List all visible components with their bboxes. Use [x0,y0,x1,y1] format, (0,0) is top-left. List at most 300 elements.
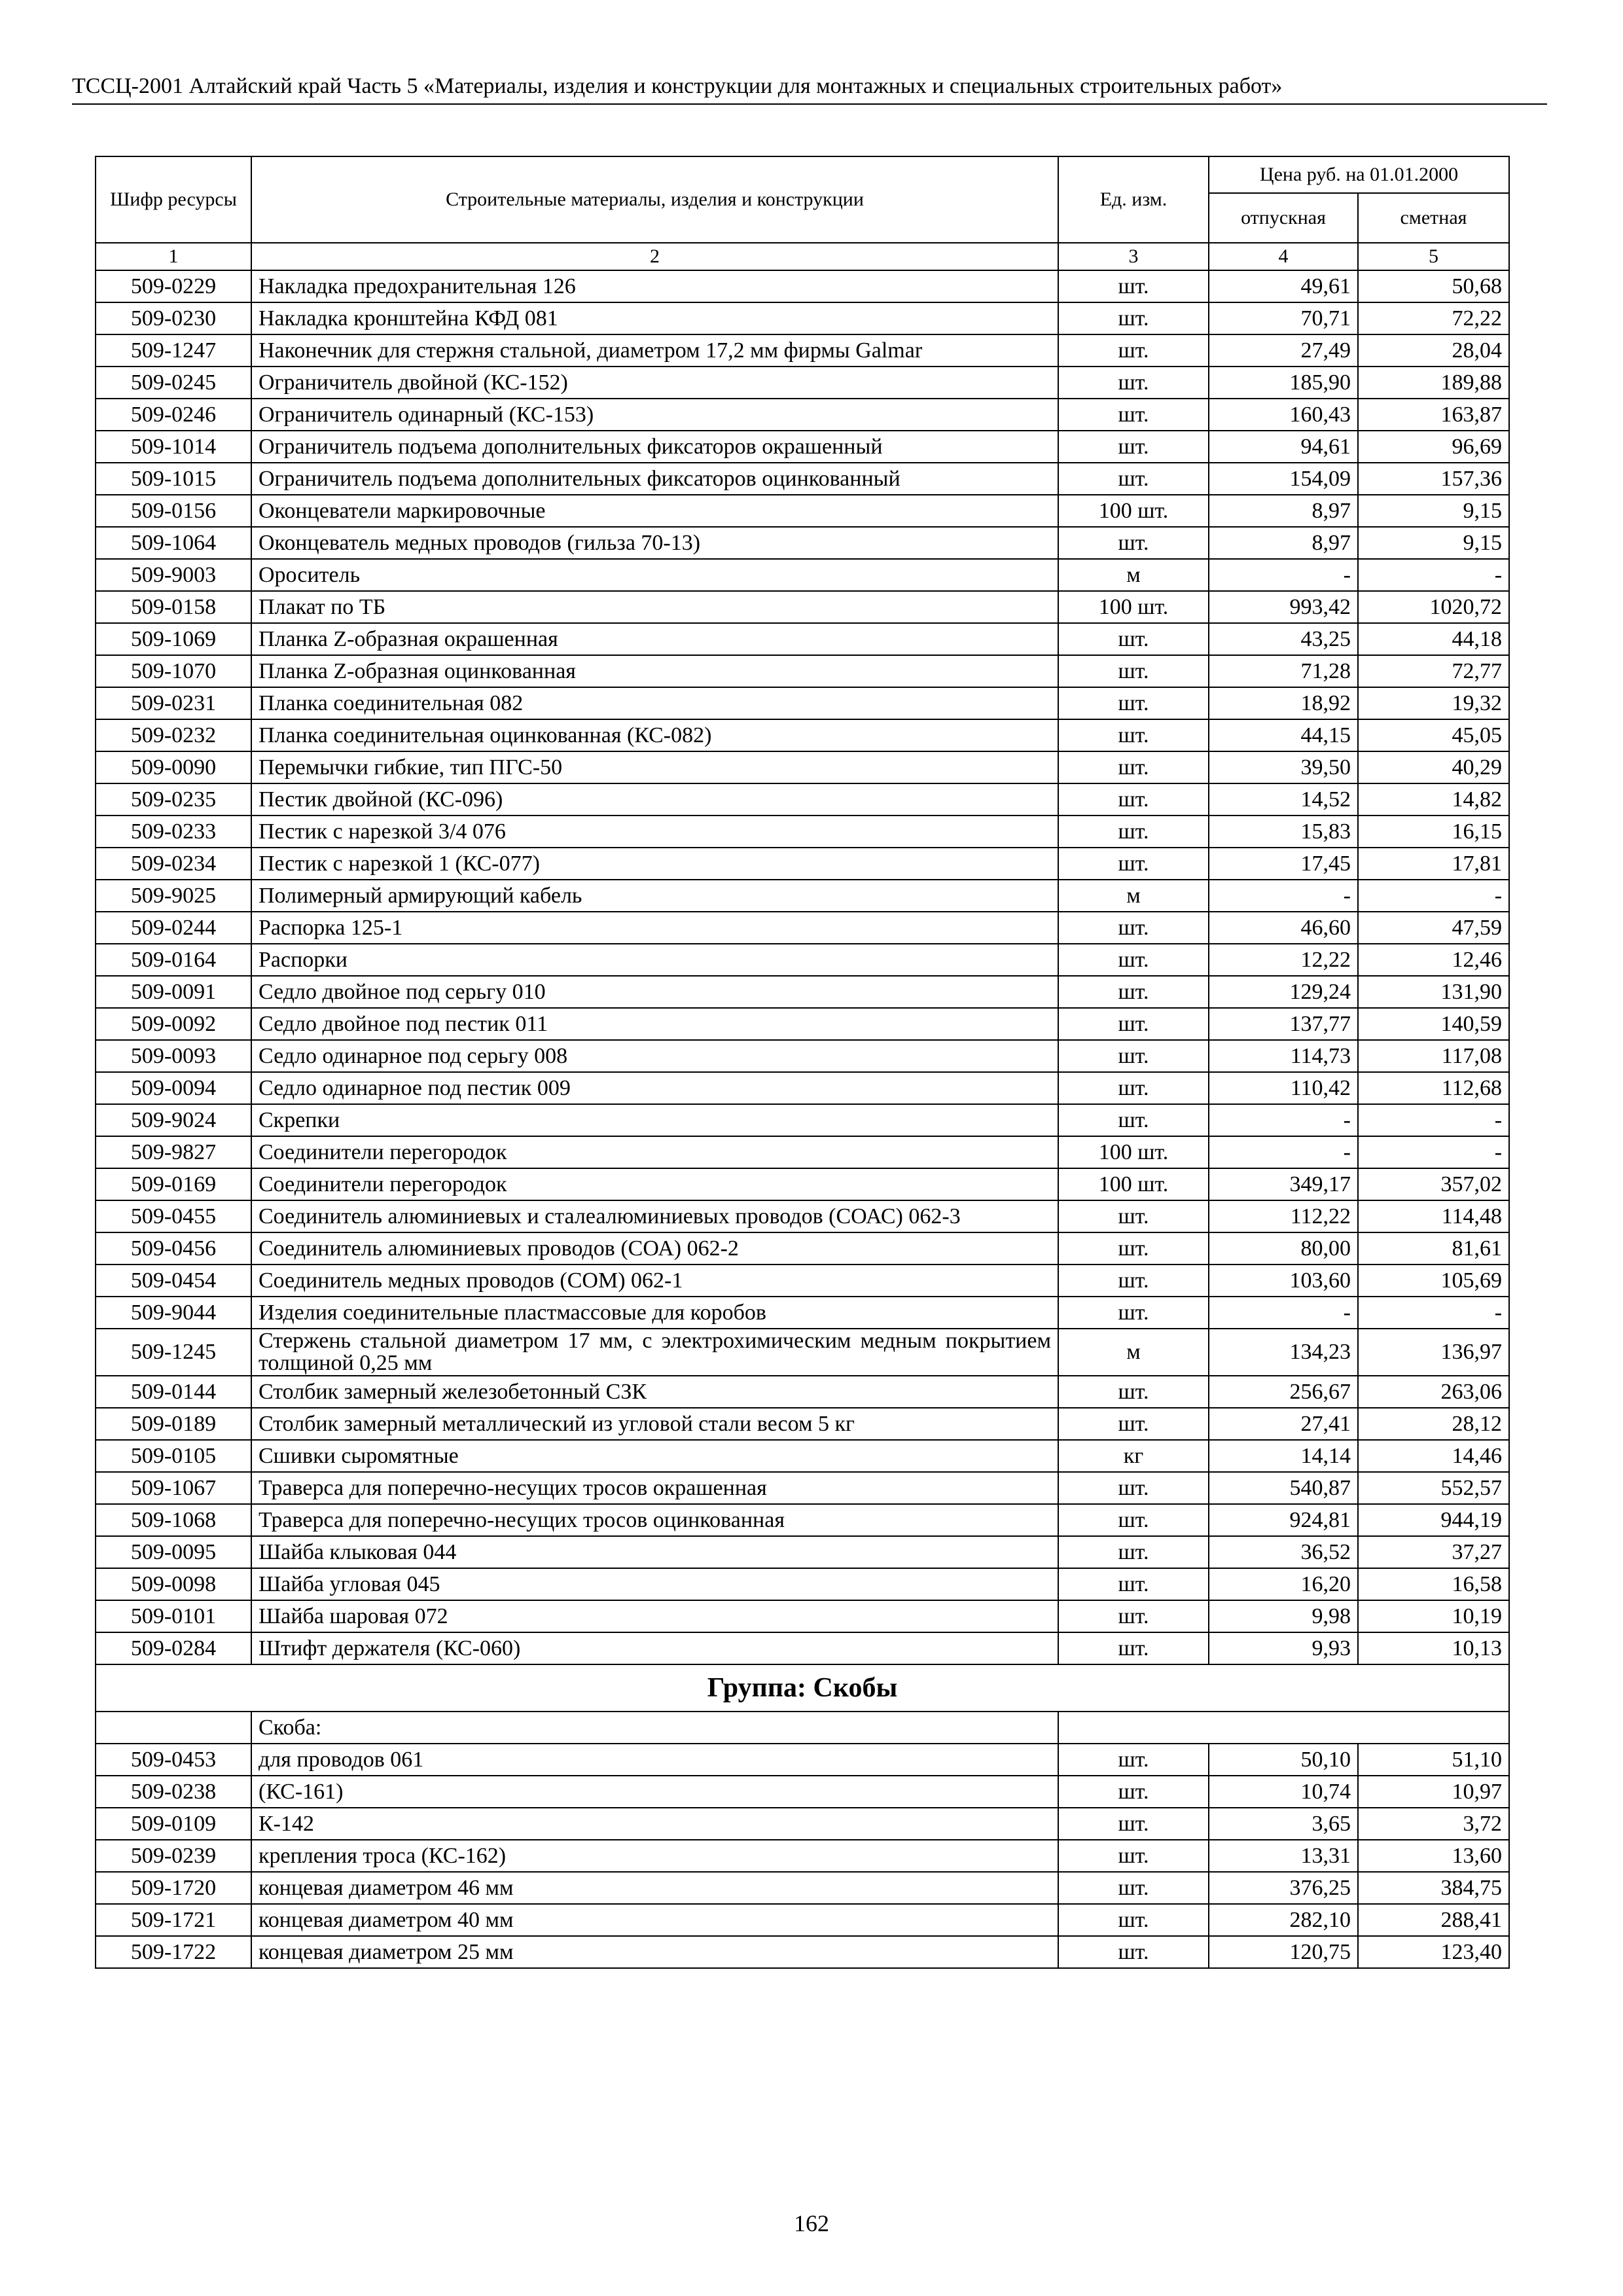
table-cell-code: 509-0244 [96,912,251,944]
table-row [96,1297,1509,1329]
table-cell-release-price: 36,52 [1209,1536,1358,1568]
table-cell-estimate-price: 112,68 [1358,1072,1509,1104]
table-row [96,1744,1509,1776]
table-row [96,495,1509,527]
table-cell-unit: шт. [1058,816,1209,848]
table-cell-release-price: - [1209,559,1358,591]
table-cell-unit: шт. [1058,912,1209,944]
table-cell-release-price: 129,24 [1209,976,1358,1008]
table-cell-unit: шт. [1058,1265,1209,1297]
table-cell-name: Перемычки гибкие, тип ПГС-50 [251,751,1058,783]
table-cell-name: Соединитель медных проводов (СОМ) 062-1 [251,1265,1058,1297]
table-cell-code: 509-0169 [96,1168,251,1200]
table-cell-unit: шт. [1058,1904,1209,1936]
table-row [96,1008,1509,1040]
table-cell-name: Ограничитель подъема дополнительных фиксаторов окрашенный [251,431,1058,463]
table-cell-name: Распорка 125-1 [251,912,1058,944]
table-cell-code: 509-0232 [96,719,251,751]
table-row [96,1936,1509,1968]
table-row [96,1872,1509,1904]
table-cell-release-price: - [1209,880,1358,912]
table-cell-code: 509-0239 [96,1840,251,1872]
table-cell-name: Столбик замерный металлический из угловой стали весом 5 кг [251,1408,1058,1440]
table-cell-code: 509-0090 [96,751,251,783]
table-cell-estimate-price: 10,97 [1358,1776,1509,1808]
table-cell-unit: шт. [1058,1008,1209,1040]
table-row [96,431,1509,463]
table-row [96,751,1509,783]
table-cell-name: Сшивки сыромятные [251,1440,1058,1472]
table-cell-estimate-price: - [1358,880,1509,912]
table-cell-estimate-price: 117,08 [1358,1040,1509,1072]
table-cell-estimate-price: 51,10 [1358,1744,1509,1776]
table-cell-unit: 100 шт. [1058,1168,1209,1200]
table-cell-code: 509-1070 [96,655,251,687]
table-cell-code: 509-0453 [96,1744,251,1776]
table-body [96,270,1509,1664]
table-cell-code: 509-1721 [96,1904,251,1936]
table-cell-estimate-price: 17,81 [1358,848,1509,880]
table-row [96,1632,1509,1664]
table-cell-name: Седло одинарное под пестик 009 [251,1072,1058,1104]
table-cell-release-price: 43,25 [1209,623,1358,655]
table-cell-name: Ороситель [251,559,1058,591]
table-cell-code: 509-0092 [96,1008,251,1040]
table-cell-unit: шт. [1058,944,1209,976]
table-cell-release-price: 154,09 [1209,463,1358,495]
table-cell-name: К-142 [251,1808,1058,1840]
table-cell-code [96,1712,251,1744]
col-header-price-group: Цена руб. на 01.01.2000 [1209,156,1509,193]
table-cell-release-price: 924,81 [1209,1504,1358,1536]
table-cell-code: 509-0189 [96,1408,251,1440]
table-cell-estimate-price: - [1358,1104,1509,1136]
table-cell-release-price: 103,60 [1209,1265,1358,1297]
table-cell-unit: 100 шт. [1058,495,1209,527]
table-cell-release-price: 14,52 [1209,783,1358,816]
table-cell-estimate-price: 9,15 [1358,495,1509,527]
table-cell-release-price: 110,42 [1209,1072,1358,1104]
page-header: ТССЦ-2001 Алтайский край Часть 5 «Материалы, изделия и конструкции для монтажных и специальных строительных работ» [72,73,1547,105]
table-cell-unit: шт. [1058,1472,1209,1504]
table-cell-code: 509-1015 [96,463,251,495]
table-cell-unit: шт. [1058,783,1209,816]
table-cell-release-price: 27,49 [1209,334,1358,367]
table-cell-code: 509-0233 [96,816,251,848]
table-row [96,334,1509,367]
table-cell-estimate-price: 140,59 [1358,1008,1509,1040]
table-cell-code: 509-0156 [96,495,251,527]
table-cell-estimate-price: 10,13 [1358,1632,1509,1664]
table-row [96,687,1509,719]
table-cell-code: 509-0091 [96,976,251,1008]
table-cell-name: Седло одинарное под серьгу 008 [251,1040,1058,1072]
table-row [96,1072,1509,1104]
col-header-release-price: отпускная [1209,193,1358,243]
col-header-unit: Ед. изм. [1058,156,1209,243]
table-row [96,591,1509,623]
table-cell-estimate-price: 263,06 [1358,1376,1509,1408]
table-cell-unit: шт. [1058,687,1209,719]
table-cell-unit: шт. [1058,1808,1209,1840]
table-cell-name: Изделия соединительные пластмассовые для коробов [251,1297,1058,1329]
table-cell-release-price: 10,74 [1209,1776,1358,1808]
table-row [96,912,1509,944]
table-cell-empty [1058,1712,1509,1744]
table-cell-release-price: - [1209,1297,1358,1329]
table-cell-estimate-price: - [1358,559,1509,591]
table-row [96,1776,1509,1808]
table-row [96,783,1509,816]
table-cell-estimate-price: 47,59 [1358,912,1509,944]
table-cell-release-price: 137,77 [1209,1008,1358,1040]
table-cell-name: (КС-161) [251,1776,1058,1808]
table-cell-release-price: 160,43 [1209,399,1358,431]
table-cell-unit: кг [1058,1440,1209,1472]
table-cell-release-price: 376,25 [1209,1872,1358,1904]
table-cell-estimate-price: - [1358,1297,1509,1329]
table-cell-estimate-price: - [1358,1136,1509,1168]
table-cell-code: 509-0229 [96,270,251,302]
table-cell-code: 509-0144 [96,1376,251,1408]
group-title: Группа: Скобы [96,1664,1509,1712]
table-cell-unit: шт. [1058,1072,1209,1104]
table-cell-name: Траверса для поперечно-несущих тросов оцинкованная [251,1504,1058,1536]
table-cell-code: 509-1067 [96,1472,251,1504]
table-cell-code: 509-0109 [96,1808,251,1840]
table-cell-release-price: 27,41 [1209,1408,1358,1440]
table-cell-estimate-price: 944,19 [1358,1504,1509,1536]
table-cell-release-price: 13,31 [1209,1840,1358,1872]
table-cell-code: 509-9827 [96,1136,251,1168]
table-cell-name: Шайба угловая 045 [251,1568,1058,1600]
table-cell-unit: шт. [1058,1200,1209,1232]
table-cell-estimate-price: 189,88 [1358,367,1509,399]
table-cell-code: 509-0235 [96,783,251,816]
table-cell-name: Траверса для поперечно-несущих тросов окрашенная [251,1472,1058,1504]
table-cell-name: Штифт держателя (КС-060) [251,1632,1058,1664]
table-cell-unit: шт. [1058,1776,1209,1808]
table-cell-name: Накладка предохранительная 126 [251,270,1058,302]
table-row [96,399,1509,431]
table-cell-estimate-price: 28,04 [1358,334,1509,367]
table-cell-name: Седло двойное под пестик 011 [251,1008,1058,1040]
table-cell-unit: шт. [1058,719,1209,751]
table-cell-unit: шт. [1058,751,1209,783]
table-cell-name: Шайба клыковая 044 [251,1536,1058,1568]
table-cell-estimate-price: 40,29 [1358,751,1509,783]
table-row [96,1040,1509,1072]
table-cell-release-price: 256,67 [1209,1376,1358,1408]
table-cell-estimate-price: 552,57 [1358,1472,1509,1504]
table-cell-name: Ограничитель двойной (КС-152) [251,367,1058,399]
table-cell-code: 509-0094 [96,1072,251,1104]
table-cell-unit: шт. [1058,1600,1209,1632]
table-cell-name: Полимерный армирующий кабель [251,880,1058,912]
table-cell-code: 509-1068 [96,1504,251,1536]
table-cell-code: 509-0230 [96,302,251,334]
table-cell-estimate-price: 288,41 [1358,1904,1509,1936]
table-cell-unit: шт. [1058,1504,1209,1536]
table-cell-code: 509-0238 [96,1776,251,1808]
table-cell-unit: шт. [1058,1408,1209,1440]
table-cell-name: Распорки [251,944,1058,976]
table-cell-code: 509-1064 [96,527,251,559]
table-cell-unit: шт. [1058,976,1209,1008]
table-row [96,367,1509,399]
table-cell-name: Шайба шаровая 072 [251,1600,1058,1632]
table-cell-unit: шт. [1058,1376,1209,1408]
table-row [96,270,1509,302]
table-row [96,1904,1509,1936]
table-cell-release-price: 9,98 [1209,1600,1358,1632]
table-cell-code: 509-1720 [96,1872,251,1904]
group-subtitle: Скоба: [251,1712,1058,1744]
table-cell-name: Пестик двойной (КС-096) [251,783,1058,816]
table-row [96,463,1509,495]
table-row [96,1536,1509,1568]
table-cell-name: Наконечник для стержня стальной, диаметром 17,2 мм фирмы Galmar [251,334,1058,367]
table-row [96,1472,1509,1504]
table-cell-unit: шт. [1058,270,1209,302]
table-row [96,1408,1509,1440]
table-cell-estimate-price: 12,46 [1358,944,1509,976]
table-cell-estimate-price: 136,97 [1358,1329,1509,1376]
table-cell-estimate-price: 14,82 [1358,783,1509,816]
table-cell-code: 509-1014 [96,431,251,463]
table-cell-name: Планка соединительная оцинкованная (КС-082) [251,719,1058,751]
table-cell-estimate-price: 44,18 [1358,623,1509,655]
table-cell-estimate-price: 357,02 [1358,1168,1509,1200]
table-cell-name: Плакат по ТБ [251,591,1058,623]
table-cell-estimate-price: 72,77 [1358,655,1509,687]
table-cell-estimate-price: 37,27 [1358,1536,1509,1568]
table-cell-release-price: 134,23 [1209,1329,1358,1376]
price-table [95,156,1510,1969]
table-cell-release-price: 70,71 [1209,302,1358,334]
table-cell-code: 509-0164 [96,944,251,976]
table-cell-estimate-price: 105,69 [1358,1265,1509,1297]
table-cell-estimate-price: 45,05 [1358,719,1509,751]
table-cell-name: Оконцеватели маркировочные [251,495,1058,527]
table-cell-release-price: 15,83 [1209,816,1358,848]
table-row [96,1840,1509,1872]
table-cell-estimate-price: 50,68 [1358,270,1509,302]
table-cell-unit: шт. [1058,1632,1209,1664]
table-cell-unit: шт. [1058,334,1209,367]
table-cell-code: 509-0245 [96,367,251,399]
table-cell-release-price: 46,60 [1209,912,1358,944]
group-body [96,1744,1509,1968]
table-cell-name: Соединитель алюминиевых проводов (СОА) 062-2 [251,1232,1058,1265]
table-row [96,527,1509,559]
table-cell-name: Соединители перегородок [251,1136,1058,1168]
col-number: 4 [1209,243,1358,270]
table-cell-name: Соединитель алюминиевых и сталеалюминиевых проводов (СОАС) 062-3 [251,1200,1058,1232]
table-row [96,944,1509,976]
table-cell-name: Соединители перегородок [251,1168,1058,1200]
table-cell-estimate-price: 72,22 [1358,302,1509,334]
table-cell-unit: 100 шт. [1058,1136,1209,1168]
table-cell-name: Пестик с нарезкой 1 (КС-077) [251,848,1058,880]
table-cell-release-price: 94,61 [1209,431,1358,463]
table-row [96,880,1509,912]
table-cell-release-price: 12,22 [1209,944,1358,976]
table-cell-release-price: 282,10 [1209,1904,1358,1936]
table-cell-unit: шт. [1058,1104,1209,1136]
table-row [96,1329,1509,1376]
table-cell-release-price: 17,45 [1209,848,1358,880]
table-cell-estimate-price: 157,36 [1358,463,1509,495]
col-number: 3 [1058,243,1209,270]
table-cell-estimate-price: 96,69 [1358,431,1509,463]
table-row [96,655,1509,687]
table-row [96,1168,1509,1200]
table-cell-code: 509-0231 [96,687,251,719]
table-cell-estimate-price: 114,48 [1358,1200,1509,1232]
table-cell-release-price: 114,73 [1209,1040,1358,1072]
table-cell-unit: шт. [1058,399,1209,431]
table-cell-release-price: 14,14 [1209,1440,1358,1472]
table-cell-code: 509-1245 [96,1329,251,1376]
table-cell-unit: шт. [1058,302,1209,334]
table-cell-name: Ограничитель одинарный (КС-153) [251,399,1058,431]
page-number: 162 [794,2210,829,2236]
table-cell-code: 509-1247 [96,334,251,367]
table-cell-name: Седло двойное под серьгу 010 [251,976,1058,1008]
table-row [96,1104,1509,1136]
table-cell-name: Пестик с нарезкой 3/4 076 [251,816,1058,848]
table-cell-name: Ограничитель подъема дополнительных фиксаторов оцинкованный [251,463,1058,495]
table-cell-estimate-price: 384,75 [1358,1872,1509,1904]
table-cell-code: 509-9025 [96,880,251,912]
table-cell-unit: шт. [1058,1744,1209,1776]
table-cell-release-price: 80,00 [1209,1232,1358,1265]
table-row [96,1808,1509,1840]
table-row [96,848,1509,880]
table-cell-name: крепления троса (КС-162) [251,1840,1058,1872]
table-cell-unit: шт. [1058,848,1209,880]
table-cell-name: концевая диаметром 25 мм [251,1936,1058,1968]
table-cell-name: Планка Z-образная оцинкованная [251,655,1058,687]
table-cell-release-price: 44,15 [1209,719,1358,751]
table-cell-estimate-price: 16,15 [1358,816,1509,848]
table-cell-code: 509-0284 [96,1632,251,1664]
table-cell-release-price: 185,90 [1209,367,1358,399]
table-cell-name: Скрепки [251,1104,1058,1136]
table-row [96,1136,1509,1168]
table-cell-code: 509-0101 [96,1600,251,1632]
table-cell-unit: м [1058,559,1209,591]
table-row [96,623,1509,655]
table-cell-release-price: 50,10 [1209,1744,1358,1776]
table-cell-release-price: 39,50 [1209,751,1358,783]
table-cell-code: 509-1069 [96,623,251,655]
table-row [96,1376,1509,1408]
table-cell-name: Стержень стальной диаметром 17 мм, с электрохимическим медным покрытием толщиной 0,25 мм [251,1329,1058,1376]
table-row [96,1232,1509,1265]
table-row [96,1568,1509,1600]
table-cell-release-price: 540,87 [1209,1472,1358,1504]
table-row [96,302,1509,334]
table-cell-estimate-price: 81,61 [1358,1232,1509,1265]
table-cell-release-price: 8,97 [1209,495,1358,527]
table-row [96,976,1509,1008]
table-row [96,816,1509,848]
table-cell-name: для проводов 061 [251,1744,1058,1776]
table-cell-code: 509-0095 [96,1536,251,1568]
table-cell-release-price: 18,92 [1209,687,1358,719]
table-cell-unit: м [1058,1329,1209,1376]
table-cell-code: 509-0105 [96,1440,251,1472]
table-cell-estimate-price: 163,87 [1358,399,1509,431]
table-row [96,1200,1509,1232]
table-cell-estimate-price: 16,58 [1358,1568,1509,1600]
table-cell-unit: шт. [1058,367,1209,399]
table-cell-unit: шт. [1058,527,1209,559]
table-cell-code: 509-1722 [96,1936,251,1968]
table-cell-unit: шт. [1058,655,1209,687]
table-cell-code: 509-0456 [96,1232,251,1265]
table-cell-name: Столбик замерный железобетонный СЗК [251,1376,1058,1408]
table-cell-release-price: 112,22 [1209,1200,1358,1232]
col-header-code: Шифр ресурсы [96,156,251,243]
table-cell-unit: шт. [1058,1536,1209,1568]
table-cell-name: Планка Z-образная окрашенная [251,623,1058,655]
table-cell-estimate-price: 3,72 [1358,1808,1509,1840]
table-cell-unit: шт. [1058,1568,1209,1600]
table-cell-release-price: 16,20 [1209,1568,1358,1600]
table-row [96,1504,1509,1536]
col-number: 2 [251,243,1058,270]
table-cell-unit: шт. [1058,431,1209,463]
table-row [96,1265,1509,1297]
table-cell-code: 509-0455 [96,1200,251,1232]
table-cell-code: 509-9024 [96,1104,251,1136]
table-cell-unit: шт. [1058,1297,1209,1329]
group-section [96,1664,1509,1744]
table-cell-estimate-price: 14,46 [1358,1440,1509,1472]
table-cell-release-price: 3,65 [1209,1808,1358,1840]
table-cell-release-price: - [1209,1104,1358,1136]
table-cell-unit: шт. [1058,1872,1209,1904]
table-cell-release-price: 993,42 [1209,591,1358,623]
table-cell-unit: шт. [1058,623,1209,655]
table-cell-estimate-price: 19,32 [1358,687,1509,719]
table-cell-release-price: 120,75 [1209,1936,1358,1968]
table-cell-code: 509-0098 [96,1568,251,1600]
table-cell-code: 509-9003 [96,559,251,591]
table-cell-name: концевая диаметром 40 мм [251,1904,1058,1936]
table-cell-estimate-price: 10,19 [1358,1600,1509,1632]
table-cell-name: Накладка кронштейна КФД 081 [251,302,1058,334]
table-row [96,719,1509,751]
table-cell-release-price: 49,61 [1209,270,1358,302]
table-cell-estimate-price: 28,12 [1358,1408,1509,1440]
table-cell-unit: шт. [1058,1936,1209,1968]
table-cell-estimate-price: 131,90 [1358,976,1509,1008]
table-cell-unit: шт. [1058,1840,1209,1872]
table-cell-unit: шт. [1058,1040,1209,1072]
table-cell-name: концевая диаметром 46 мм [251,1872,1058,1904]
table-cell-code: 509-0093 [96,1040,251,1072]
table-row [96,559,1509,591]
col-header-name: Строительные материалы, изделия и конструкции [251,156,1058,243]
table-cell-release-price: - [1209,1136,1358,1168]
table-cell-estimate-price: 13,60 [1358,1840,1509,1872]
table-cell-unit: шт. [1058,1232,1209,1265]
table-cell-unit: 100 шт. [1058,591,1209,623]
